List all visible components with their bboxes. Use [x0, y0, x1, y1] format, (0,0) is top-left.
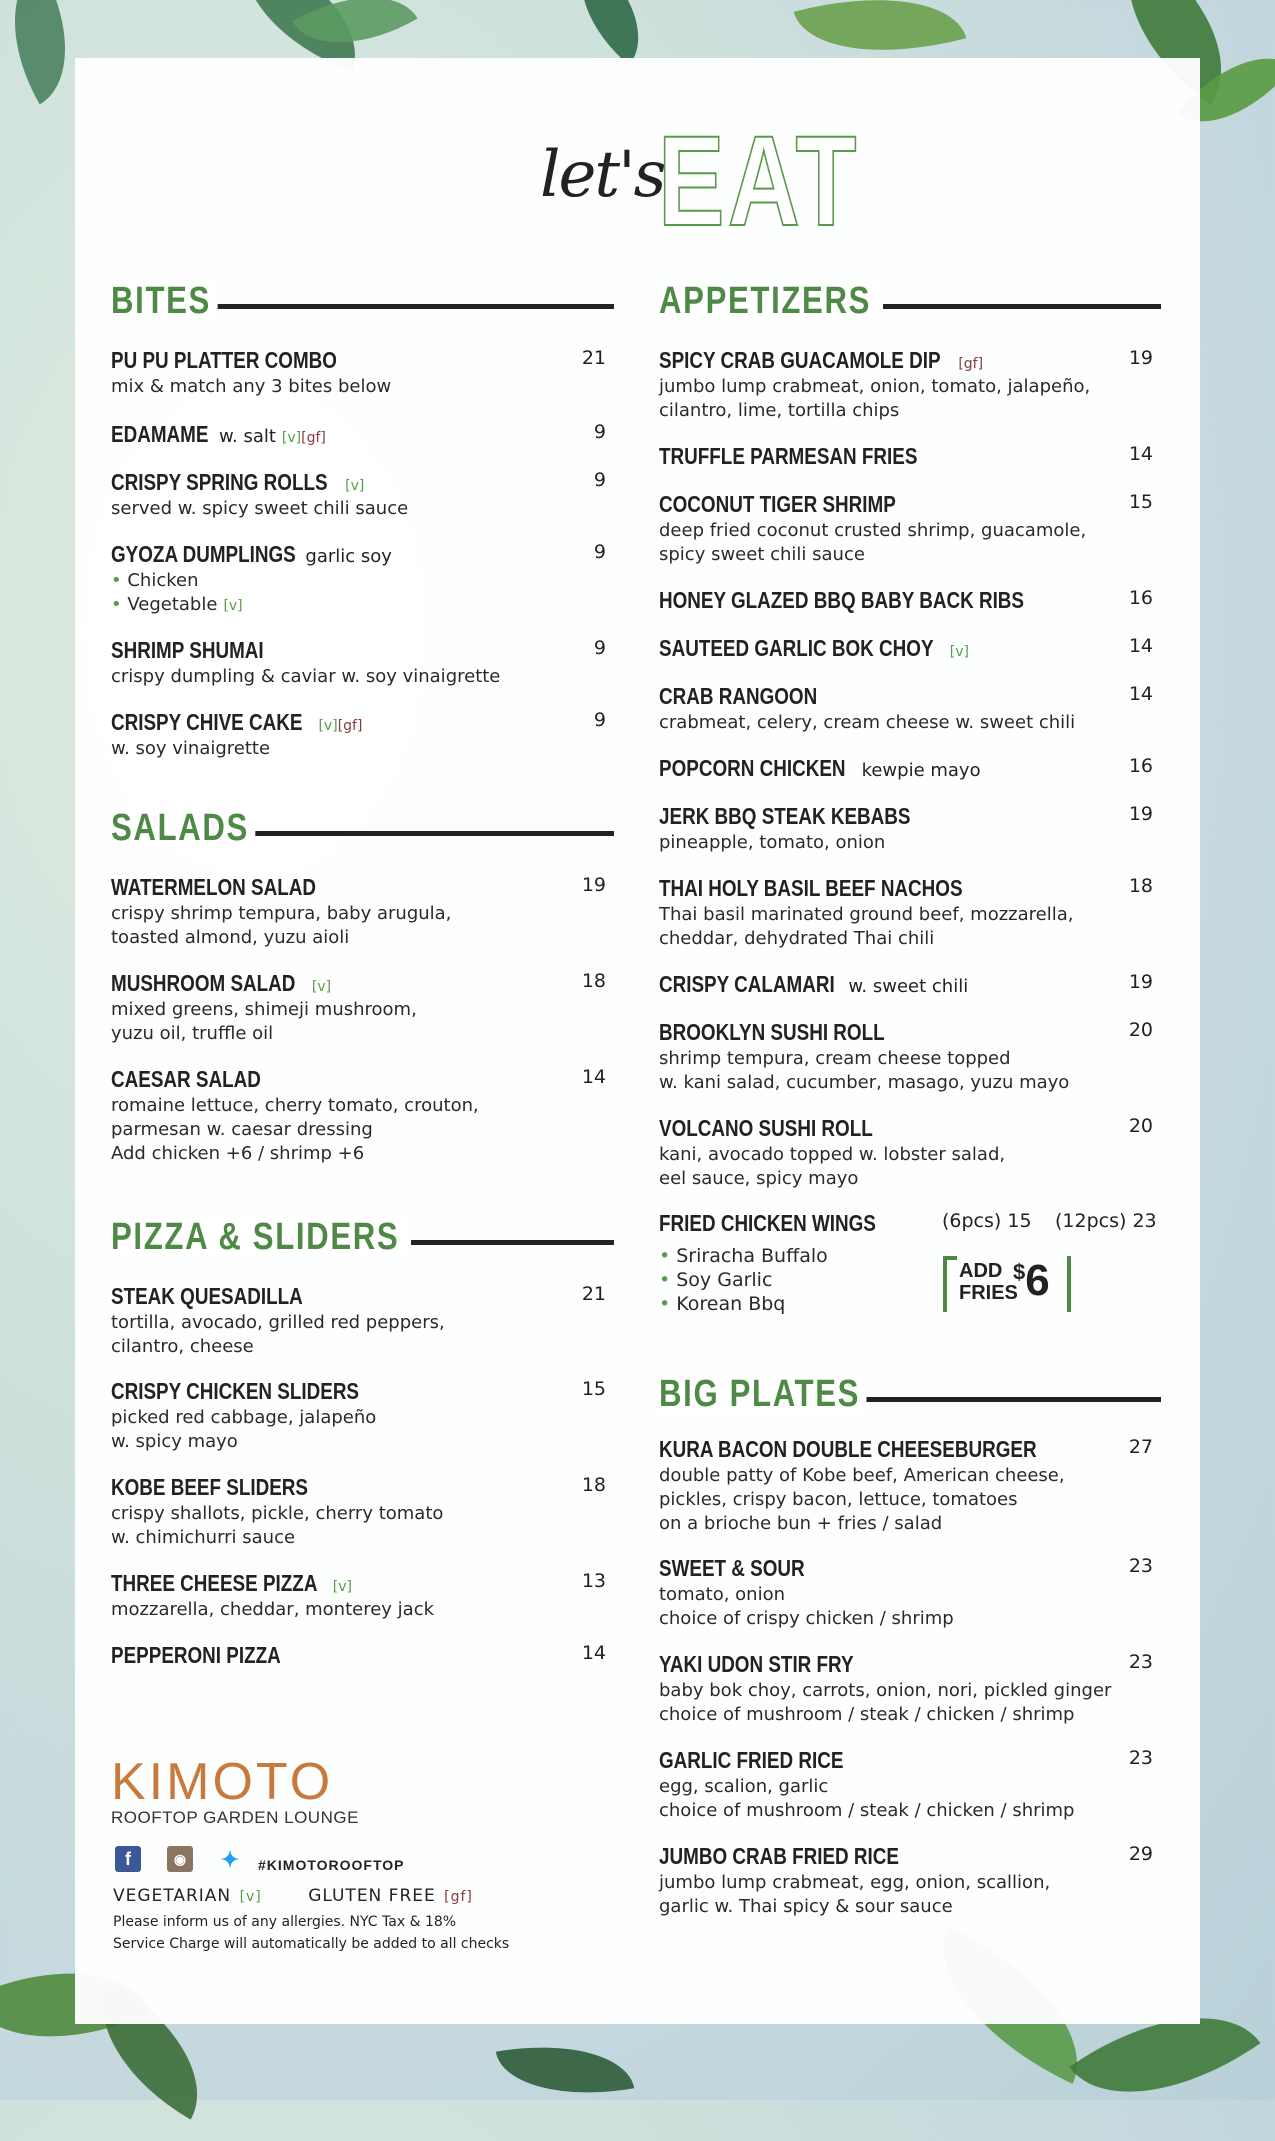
item-name: SPICY CRAB GUACAMOLE DIP — [659, 347, 941, 373]
item-price: 13 — [581, 1570, 606, 1592]
item-description: mixed greens, shimeji mushroom, — [111, 999, 417, 1020]
vegetarian-tag: [v] — [318, 718, 338, 734]
item-description: pineapple, tomato, onion — [659, 832, 886, 853]
item-price: 19 — [581, 874, 606, 896]
item-price: 18 — [581, 970, 606, 992]
item-price: 19 — [1128, 971, 1153, 993]
item-name: STEAK QUESADILLA — [111, 1283, 303, 1309]
item-price: 14 — [1128, 635, 1153, 657]
vegetarian-tag: [v] — [311, 979, 332, 995]
menu-item — [111, 1283, 614, 1359]
section-title: BIG PLATES — [659, 1373, 867, 1416]
item-price: 18 — [1128, 875, 1153, 897]
item-description: w. spicy mayo — [111, 1431, 238, 1452]
menu-item — [111, 469, 614, 521]
twitter-icon[interactable]: ✦ — [220, 1847, 240, 1872]
menu-item — [111, 709, 614, 761]
item-price: 9 — [593, 541, 606, 563]
item-description: mozzarella, cheddar, monterey jack — [111, 1599, 435, 1620]
item-extra: w. sweet chili — [848, 976, 969, 997]
vegetarian-tag: [v] — [332, 1579, 352, 1595]
title-eat: EAT — [658, 110, 860, 253]
brand-logo — [111, 1752, 359, 1828]
item-name: YAKI UDON STIR FRY — [659, 1651, 854, 1677]
menu-item — [659, 683, 1161, 735]
item-description: spicy sweet chili sauce — [659, 544, 865, 565]
item-price: 20 — [1128, 1019, 1153, 1041]
item-price: 9 — [593, 421, 606, 443]
price-6pcs: (6pcs) 15 — [942, 1210, 1032, 1232]
item-name: VOLCANO SUSHI ROLL — [659, 1115, 873, 1141]
menu-item — [659, 875, 1161, 951]
item-description: crabmeat, celery, cream cheese w. sweet chili — [659, 712, 1076, 733]
item-description: crispy shrimp tempura, baby arugula, — [111, 903, 452, 924]
item-description: garlic w. Thai spicy & sour sauce — [659, 1896, 953, 1917]
section-title: SALADS — [111, 807, 256, 850]
item-description: romaine lettuce, cherry tomato, crouton, — [111, 1095, 479, 1116]
item-name: CRISPY CHICKEN SLIDERS — [111, 1378, 360, 1404]
menu-item — [111, 1642, 614, 1670]
item-name: CRISPY CALAMARI — [659, 971, 835, 997]
menu-item — [659, 803, 1161, 855]
item-name: SWEET & SOUR — [659, 1555, 805, 1581]
item-extra: garlic soy — [305, 546, 392, 567]
note-line: Please inform us of any allergies. NYC Tax & 18% — [113, 1914, 457, 1930]
facebook-icon[interactable]: f — [115, 1846, 141, 1872]
item-price: 19 — [1128, 803, 1153, 825]
item-price: 18 — [581, 1474, 606, 1496]
item-description: picked red cabbage, jalapeño — [111, 1407, 377, 1428]
section-title: BITES — [111, 280, 218, 323]
item-name: CRAB RANGOON — [659, 683, 818, 709]
item-description: tomato, onion — [659, 1584, 785, 1605]
item-description: choice of crispy chicken / shrimp — [659, 1608, 954, 1629]
item-description: shrimp tempura, cream cheese topped — [659, 1048, 1011, 1069]
item-name: SAUTEED GARLIC BOK CHOY — [659, 635, 934, 661]
section-bites — [111, 280, 614, 330]
menu-item — [659, 1843, 1161, 1919]
item-extra: kewpie mayo — [861, 760, 981, 781]
menu-item — [111, 874, 614, 950]
item-name: THREE CHEESE PIZZA — [111, 1570, 318, 1596]
item-price: 23 — [1128, 1651, 1153, 1673]
item-option: • Korean Bbq — [659, 1292, 1161, 1316]
dietary-legend — [113, 1886, 473, 1906]
item-name: GARLIC FRIED RICE — [659, 1747, 844, 1773]
item-description: served w. spicy sweet chili sauce — [111, 498, 409, 519]
price-12pcs: (12pcs) 23 — [1055, 1210, 1157, 1232]
item-name: WATERMELON SALAD — [111, 874, 317, 900]
item-price: 19 — [1128, 347, 1153, 369]
gluten-free-tag: [gf] — [958, 356, 984, 372]
menu-item — [659, 1019, 1161, 1095]
item-name: FRIED CHICKEN WINGS — [659, 1210, 876, 1236]
item-description: jumbo lump crabmeat, onion, tomato, jalapeño, — [659, 376, 1091, 397]
vegetarian-tag: [v] — [239, 1889, 262, 1905]
item-price: 15 — [581, 1378, 606, 1400]
item-description: double patty of Kobe beef, American cheese, — [659, 1465, 1065, 1486]
item-price: 9 — [593, 469, 606, 491]
gluten-free-label: GLUTEN FREE — [308, 1886, 436, 1906]
add-fries-badge — [943, 1256, 1071, 1312]
section-big-plates — [659, 1373, 1161, 1423]
item-description: toasted almond, yuzu aioli — [111, 927, 350, 948]
item-name: POPCORN CHICKEN — [659, 755, 846, 781]
add-fries-price: $6 — [1013, 1256, 1050, 1305]
section-appetizers — [659, 280, 1161, 330]
menu-item — [111, 637, 614, 689]
item-price: 9 — [593, 637, 606, 659]
menu-item — [659, 1555, 1161, 1631]
item-description: w. chimichurri sauce — [111, 1527, 296, 1548]
menu-item — [659, 1115, 1161, 1191]
add-fries-line2: FRIES — [959, 1282, 1018, 1304]
item-description: tortilla, avocado, grilled red peppers, — [111, 1312, 445, 1333]
menu-item-wings — [659, 1210, 1161, 1316]
item-name: CRISPY CHIVE CAKE — [111, 709, 303, 735]
item-price: 15 — [1128, 491, 1153, 513]
item-description: cheddar, dehydrated Thai chili — [659, 928, 935, 949]
item-description: crispy shallots, pickle, cherry tomato — [111, 1503, 444, 1524]
item-option: • Soy Garlic — [659, 1268, 1161, 1292]
note-line: Service Charge will automatically be added to all checks — [113, 1936, 510, 1952]
menu-item — [659, 347, 1161, 423]
item-description: choice of mushroom / steak / chicken / shrimp — [659, 1800, 1075, 1821]
hashtag[interactable]: #KIMOTOROOFTOP — [258, 1857, 405, 1873]
item-price: 16 — [1128, 755, 1153, 777]
menu-item — [111, 1378, 614, 1454]
gluten-free-tag: [gf] — [337, 718, 363, 734]
item-price: 20 — [1128, 1115, 1153, 1137]
item-description: crispy dumpling & caviar w. soy vinaigrette — [111, 666, 501, 687]
item-description: baby bok choy, carrots, onion, nori, pickled ginger — [659, 1680, 1112, 1701]
item-description: choice of mushroom / steak / chicken / shrimp — [659, 1704, 1075, 1725]
item-description: eel sauce, spicy mayo — [659, 1168, 859, 1189]
item-name: MUSHROOM SALAD — [111, 970, 296, 996]
item-option: • Vegetable [v] — [111, 593, 614, 618]
item-name: JERK BBQ STEAK KEBABS — [659, 803, 911, 829]
section-salads — [111, 807, 614, 857]
vegetarian-label: VEGETARIAN — [113, 1886, 232, 1906]
item-name: CRISPY SPRING ROLLS — [111, 469, 328, 495]
item-option: • Sriracha Buffalo — [659, 1244, 1161, 1268]
item-description: jumbo lump crabmeat, egg, onion, scallion, — [659, 1872, 1051, 1893]
menu-item — [659, 443, 1161, 471]
item-name: KURA BACON DOUBLE CHEESEBURGER — [659, 1436, 1037, 1462]
item-description: yuzu oil, truffle oil — [111, 1023, 274, 1044]
item-name: CAESAR SALAD — [111, 1066, 261, 1092]
menu-item — [111, 347, 614, 399]
item-extra: w. salt — [218, 426, 276, 447]
menu-item — [659, 491, 1161, 567]
menu-item — [659, 1747, 1161, 1823]
item-name: KOBE BEEF SLIDERS — [111, 1474, 309, 1500]
item-name: PU PU PLATTER COMBO — [111, 347, 337, 373]
menu-title — [540, 110, 870, 253]
item-description: kani, avocado topped w. lobster salad, — [659, 1144, 1006, 1165]
item-price: 23 — [1128, 1747, 1153, 1769]
item-price: 14 — [1128, 683, 1153, 705]
vegetarian-tag: [v] — [281, 430, 302, 446]
item-price: 21 — [581, 1283, 606, 1305]
section-title: APPETIZERS — [659, 280, 878, 323]
menu-item — [111, 1066, 614, 1166]
item-description: w. soy vinaigrette — [111, 738, 271, 759]
item-price: 14 — [581, 1066, 606, 1088]
item-description: cilantro, lime, tortilla chips — [659, 400, 900, 421]
item-price: 14 — [581, 1642, 606, 1664]
vegetarian-tag: [v] — [223, 598, 243, 614]
menu-item — [659, 1651, 1161, 1727]
item-name: SHRIMP SHUMAI — [111, 637, 264, 663]
item-price: 9 — [593, 709, 606, 731]
item-name: GYOZA DUMPLINGS — [111, 541, 296, 567]
item-price: 27 — [1128, 1436, 1153, 1458]
instagram-icon[interactable]: ◉ — [167, 1846, 193, 1872]
gluten-free-tag: [gf] — [444, 1889, 473, 1905]
vegetarian-tag: [v] — [345, 478, 365, 494]
item-price: 29 — [1128, 1843, 1153, 1865]
section-title: PIZZA & SLIDERS — [111, 1216, 406, 1259]
item-name: BROOKLYN SUSHI ROLL — [659, 1019, 885, 1045]
item-description: Thai basil marinated ground beef, mozzarella, — [659, 904, 1074, 925]
brand-subtitle: ROOFTOP GARDEN LOUNGE — [111, 1808, 359, 1827]
item-description: Add chicken +6 / shrimp +6 — [111, 1143, 365, 1164]
menu-item — [659, 587, 1161, 615]
item-name: TRUFFLE PARMESAN FRIES — [659, 443, 918, 469]
menu-item — [111, 421, 614, 449]
menu-item — [111, 1474, 614, 1550]
item-description: deep fried coconut crusted shrimp, guacamole, — [659, 520, 1087, 541]
title-lets: let's — [540, 138, 665, 212]
item-description: pickles, crispy bacon, lettuce, tomatoes — [659, 1489, 1018, 1510]
menu-item — [659, 635, 1161, 663]
item-price: 23 — [1128, 1555, 1153, 1577]
item-description: mix & match any 3 bites below — [111, 376, 392, 397]
item-name: THAI HOLY BASIL BEEF NACHOS — [659, 875, 963, 901]
item-description: parmesan w. caesar dressing — [111, 1119, 373, 1140]
item-name: HONEY GLAZED BBQ BABY BACK RIBS — [659, 587, 1025, 613]
item-name: PEPPERONI PIZZA — [111, 1642, 281, 1668]
item-name: JUMBO CRAB FRIED RICE — [659, 1843, 899, 1869]
brand-name: KIMOTO — [111, 1753, 334, 1811]
item-price: 16 — [1128, 587, 1153, 609]
item-description: cilantro, cheese — [111, 1336, 254, 1357]
item-description: on a brioche bun + fries / salad — [659, 1513, 943, 1534]
menu-item — [659, 1436, 1161, 1536]
menu-item — [659, 971, 1161, 999]
menu-item — [111, 970, 614, 1046]
menu-item — [111, 1570, 614, 1622]
menu-item — [659, 755, 1161, 783]
item-name: EDAMAME — [111, 421, 209, 447]
add-fries-line1: ADD — [959, 1260, 1003, 1282]
menu-item — [111, 541, 614, 618]
item-description: egg, scalion, garlic — [659, 1776, 829, 1797]
item-description: w. kani salad, cucumber, masago, yuzu mayo — [659, 1072, 1070, 1093]
vegetarian-tag: [v] — [949, 644, 970, 660]
gluten-free-tag: [gf] — [301, 430, 326, 446]
item-price: 21 — [581, 347, 606, 369]
section-pizza-sliders — [111, 1216, 614, 1266]
item-price: 14 — [1128, 443, 1153, 465]
allergy-notes — [113, 1911, 509, 1955]
item-name: COCONUT TIGER SHRIMP — [659, 491, 896, 517]
item-option: • Chicken — [111, 569, 614, 593]
